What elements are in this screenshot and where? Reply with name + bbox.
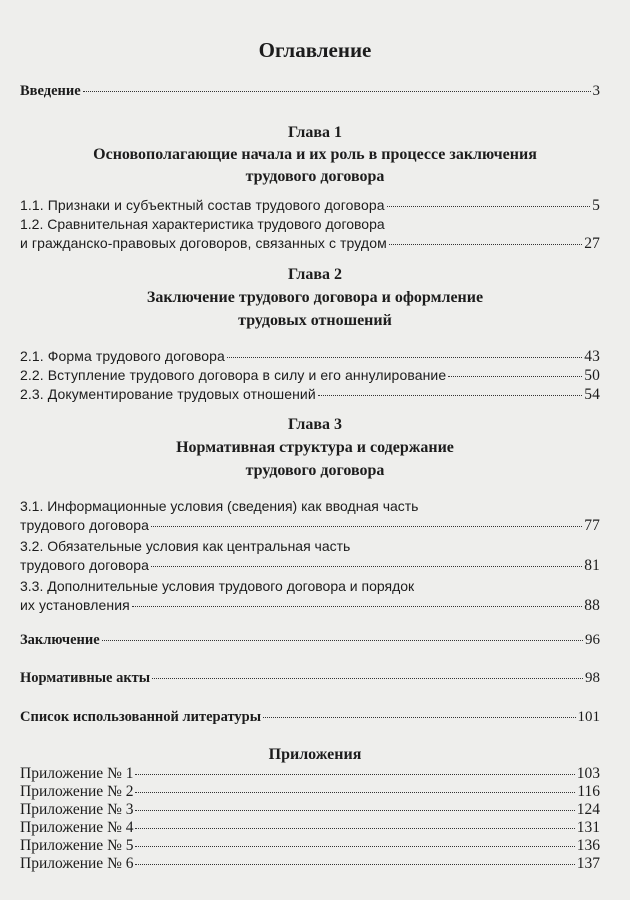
entry-page: 98 (585, 670, 600, 686)
entry-page: 43 (584, 348, 600, 365)
toc-entry-appendix-1[interactable] (20, 764, 600, 783)
dot-leader (132, 605, 582, 607)
dot-leader (102, 639, 583, 641)
entry-page: 124 (576, 801, 600, 818)
chapter-3-heading: Глава 3 (288, 416, 342, 433)
entry-label: 2.1. Форма трудового договора (20, 348, 225, 364)
dot-leader (135, 791, 575, 793)
entry-page: 81 (584, 557, 600, 574)
dot-leader (263, 716, 575, 718)
toc-entry-1-2[interactable] (20, 234, 600, 253)
entry-label: Приложение № 2 (20, 783, 134, 800)
chapter-2-title-line1: Заключение трудового договора и оформление (146, 289, 484, 306)
toc-entry-3-1-line1: 3.1. Информационные условия (сведения) как вводная часть (20, 498, 419, 514)
toc-entry-3-1[interactable] (20, 516, 600, 535)
entry-label: их установления (20, 597, 130, 613)
dot-leader (152, 677, 583, 679)
toc-entry-appendix-4[interactable] (20, 818, 600, 837)
dot-leader (135, 827, 574, 829)
dot-leader (448, 375, 582, 377)
appendices-heading: Приложения (268, 746, 362, 763)
chapter-1-title-line2: трудового договора (245, 168, 385, 185)
toc-entry-appendix-6[interactable] (20, 854, 600, 873)
entry-page: 103 (576, 765, 600, 782)
toc-entry-intro[interactable] (20, 82, 600, 101)
toc-entry-appendix-2[interactable] (20, 782, 600, 801)
dot-leader (227, 356, 582, 358)
chapter-1-heading: Глава 1 (288, 124, 342, 141)
chapter-2-title-line2: трудовых отношений (238, 312, 392, 329)
toc-entry-appendix-3[interactable] (20, 800, 600, 819)
toc-entry-2-3[interactable] (20, 385, 600, 404)
chapter-2-heading: Глава 2 (288, 266, 342, 283)
entry-label: Нормативные акты (20, 670, 151, 686)
dot-leader (151, 525, 582, 527)
entry-page: 54 (584, 386, 600, 403)
entry-page: 3 (592, 83, 600, 99)
entry-label: 1.1. Признаки и субъектный состав трудового договора (20, 197, 385, 213)
entry-page: 5 (592, 197, 600, 214)
toc-entry-3-2[interactable] (20, 556, 600, 575)
entry-page: 50 (584, 367, 600, 384)
toc-entry-literature[interactable] (20, 708, 600, 727)
dot-leader (151, 565, 582, 567)
dot-leader (135, 809, 574, 811)
page-title: Оглавление (258, 38, 372, 62)
toc-entry-3-3[interactable] (20, 596, 600, 615)
entry-label: Приложение № 6 (20, 855, 134, 872)
entry-label: 2.2. Вступление трудового договора в силу и его аннулирование (20, 367, 447, 383)
entry-label: Приложение № 3 (20, 801, 134, 818)
dot-leader (318, 394, 583, 396)
chapter-1-title-line1: Основополагающие начала и их роль в процессе заключения (93, 146, 537, 163)
toc-entry-2-2[interactable] (20, 366, 600, 385)
toc-entry-acts[interactable] (20, 669, 600, 688)
entry-label: Список использованной литературы (20, 709, 262, 725)
entry-page: 116 (577, 783, 600, 800)
dot-leader (135, 863, 574, 865)
toc-entry-1-1[interactable] (20, 196, 600, 215)
toc-entry-3-2-line1: 3.2. Обязательные условия как центральная часть (20, 538, 351, 554)
dot-leader (135, 773, 574, 775)
entry-label: Приложение № 4 (20, 819, 134, 836)
entry-page: 131 (576, 819, 600, 836)
toc-entry-conclusion[interactable] (20, 631, 600, 650)
toc-entry-1-2-line1: 1.2. Сравнительная характеристика трудового договора (20, 216, 385, 232)
entry-page: 136 (576, 837, 600, 854)
toc-entry-2-1[interactable] (20, 347, 600, 366)
chapter-3-title-line2: трудового договора (245, 462, 385, 479)
entry-label: Заключение (20, 632, 100, 648)
entry-page: 137 (576, 855, 600, 872)
toc-entry-3-3-line1: 3.3. Дополнительные условия трудового договора и порядок (20, 578, 415, 594)
toc-entry-appendix-5[interactable] (20, 836, 600, 855)
chapter-3-title-line1: Нормативная структура и содержание (176, 439, 454, 456)
entry-label: Введение (20, 83, 81, 99)
entry-page: 96 (585, 632, 600, 648)
entry-label: 2.3. Документирование трудовых отношений (20, 386, 316, 402)
entry-page: 27 (584, 235, 600, 252)
dot-leader (83, 90, 591, 92)
entry-label: трудового договора (20, 517, 150, 533)
entry-label: трудового договора (20, 557, 150, 573)
dot-leader (389, 243, 582, 245)
entry-label: Приложение № 1 (20, 765, 134, 782)
entry-label: Приложение № 5 (20, 837, 134, 854)
entry-label: и гражданско-правовых договоров, связанных с трудом (20, 235, 387, 251)
dot-leader (135, 845, 574, 847)
entry-page: 77 (584, 517, 600, 534)
dot-leader (387, 205, 591, 207)
entry-page: 88 (584, 597, 600, 614)
entry-page: 101 (577, 709, 600, 725)
